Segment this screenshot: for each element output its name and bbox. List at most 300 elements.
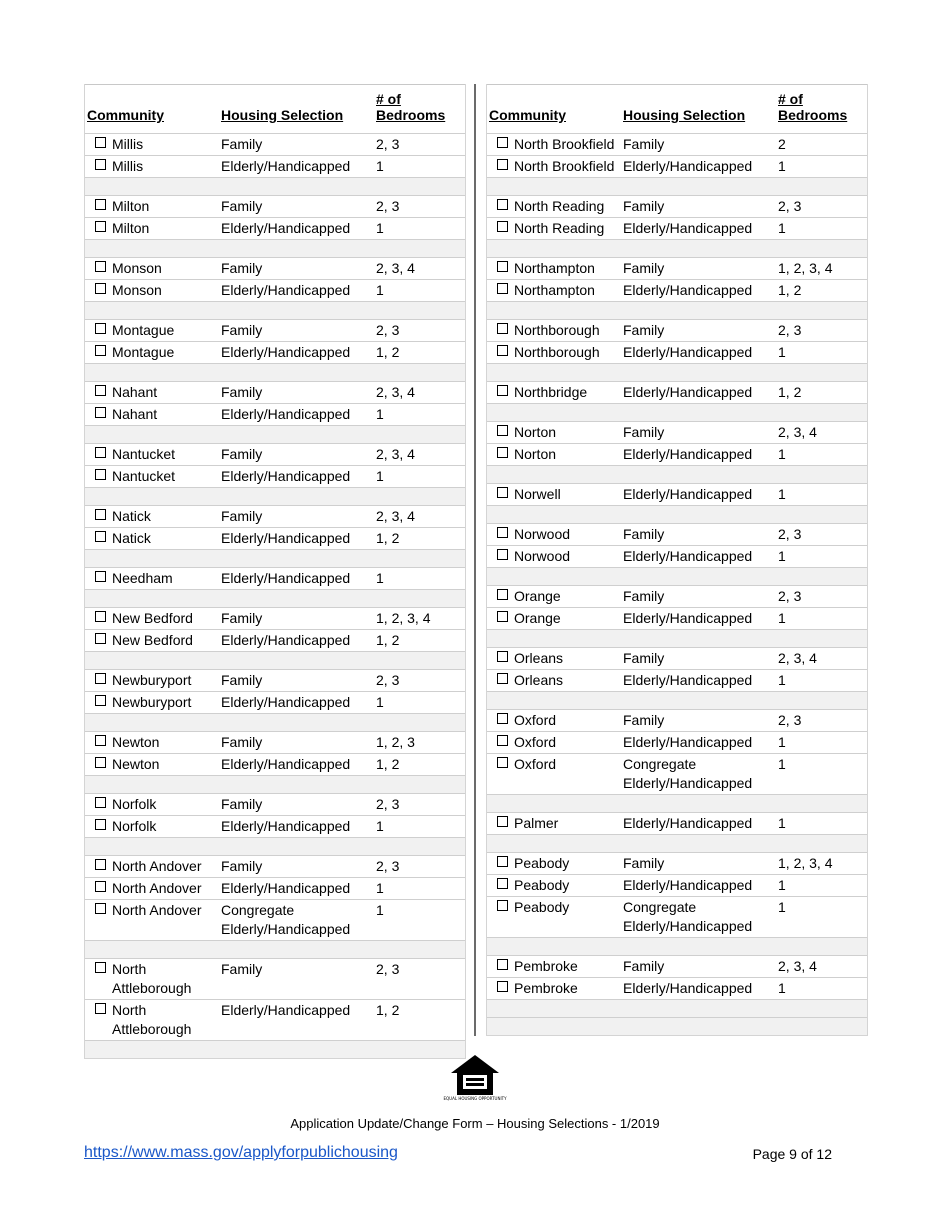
selection-checkbox[interactable]	[497, 757, 508, 768]
housing-selection-cell: Elderly/Handicapped	[621, 875, 776, 897]
community-name: Monson	[112, 260, 162, 276]
community-cell	[487, 156, 621, 178]
selection-checkbox[interactable]	[497, 549, 508, 560]
community-cell	[487, 978, 621, 1000]
table-row	[85, 466, 465, 488]
left-housing-table	[84, 84, 466, 1059]
spacer-row	[85, 652, 465, 670]
bedrooms-cell: 1	[374, 404, 465, 426]
selection-checkbox[interactable]	[497, 323, 508, 334]
table-row	[487, 978, 867, 1000]
table-row	[85, 692, 465, 714]
community-cell	[85, 320, 219, 342]
bedrooms-cell: 1, 2, 3, 4	[776, 258, 867, 280]
bedrooms-cell: 1	[374, 280, 465, 302]
community-cell	[487, 956, 621, 978]
community-name: Newburyport	[112, 672, 192, 688]
bedrooms-cell: 1	[776, 484, 867, 506]
housing-selection-cell: Elderly/Handicapped	[219, 1000, 374, 1041]
community-cell	[487, 280, 621, 302]
housing-selection-cell: Elderly/Handicapped	[621, 444, 776, 466]
selection-checkbox[interactable]	[95, 261, 106, 272]
spacer-row	[487, 364, 867, 382]
housing-selection-cell: Elderly/Handicapped	[219, 568, 374, 590]
community-name: Nantucket	[112, 468, 176, 484]
housing-selection-cell: Family	[621, 853, 776, 875]
bedrooms-cell: 1	[776, 978, 867, 1000]
selection-checkbox[interactable]	[497, 221, 508, 232]
bedrooms-cell: 2, 3	[776, 710, 867, 732]
table-row	[487, 732, 867, 754]
bedrooms-cell: 1	[374, 900, 465, 941]
bedrooms-cell: 1	[776, 342, 867, 364]
community-name: Needham	[112, 570, 173, 586]
housing-selection-cell: Elderly/Handicapped	[219, 630, 374, 652]
community-name: Peabody	[514, 877, 570, 893]
housing-selection-cell: Family	[219, 320, 374, 342]
community-cell	[85, 382, 219, 404]
selection-checkbox[interactable]	[497, 959, 508, 970]
bedrooms-cell: 1	[374, 466, 465, 488]
housing-selection-cell: Elderly/Handicapped	[219, 404, 374, 426]
community-name: Orleans	[514, 650, 564, 666]
bedrooms-cell: 2, 3	[374, 320, 465, 342]
community-cell	[487, 608, 621, 630]
bedrooms-cell: 1	[776, 732, 867, 754]
bedrooms-cell: 1	[776, 218, 867, 240]
selection-checkbox[interactable]	[95, 199, 106, 210]
spacer-row	[487, 404, 867, 422]
community-name: Natick	[112, 508, 151, 524]
housing-selection-cell: Elderly/Handicapped	[621, 813, 776, 835]
selection-checkbox[interactable]	[95, 962, 106, 973]
table-row	[85, 320, 465, 342]
table-row	[85, 382, 465, 404]
community-name: Monson	[112, 282, 162, 298]
bedrooms-cell: 1	[374, 816, 465, 838]
spacer-row	[85, 178, 465, 196]
table-row	[487, 156, 867, 178]
community-cell	[85, 466, 219, 488]
community-cell	[85, 218, 219, 240]
table-row	[487, 853, 867, 875]
community-cell	[85, 794, 219, 816]
community-cell	[85, 670, 219, 692]
spacer-row	[85, 302, 465, 320]
spacer-row	[487, 240, 867, 258]
table-row	[487, 586, 867, 608]
housing-selection-cell: Elderly/Handicapped	[621, 670, 776, 692]
community-name: Montague	[112, 322, 175, 338]
housing-selection-cell: Family	[219, 258, 374, 280]
selection-checkbox[interactable]	[497, 447, 508, 458]
table-row	[487, 956, 867, 978]
community-name: Northampton	[514, 282, 595, 298]
community-cell	[85, 732, 219, 754]
bedrooms-cell: 1, 2, 3, 4	[374, 608, 465, 630]
housing-selection-cell: Family	[219, 444, 374, 466]
selection-checkbox[interactable]	[497, 713, 508, 724]
selection-checkbox[interactable]	[497, 137, 508, 148]
selection-checkbox[interactable]	[95, 447, 106, 458]
selection-checkbox[interactable]	[95, 221, 106, 232]
housing-selection-cell: Elderly/Handicapped	[219, 878, 374, 900]
bedrooms-cell: 2, 3	[776, 320, 867, 342]
header-community: Community	[487, 85, 621, 134]
bedrooms-cell: 1, 2	[374, 754, 465, 776]
table-row	[487, 320, 867, 342]
header-community: Community	[85, 85, 219, 134]
community-name: North Andover	[112, 880, 202, 896]
community-cell	[487, 754, 621, 795]
selection-checkbox[interactable]	[95, 757, 106, 768]
bedrooms-cell: 2, 3	[374, 794, 465, 816]
community-name: North Andover	[112, 902, 202, 918]
selection-checkbox[interactable]	[497, 385, 508, 396]
community-name: Orleans	[514, 672, 564, 688]
bedrooms-cell: 2, 3, 4	[374, 506, 465, 528]
spacer-row	[85, 776, 465, 794]
community-cell	[85, 528, 219, 550]
community-name: Northbridge	[514, 384, 588, 400]
table-row	[487, 342, 867, 364]
community-name: Peabody	[514, 855, 570, 871]
housing-selection-cell: Elderly/Handicapped	[219, 342, 374, 364]
column-divider	[474, 84, 476, 1036]
bedrooms-cell: 1	[374, 692, 465, 714]
housing-selection-cell: Family	[219, 608, 374, 630]
community-cell	[487, 444, 621, 466]
housing-selection-cell: Congregate Elderly/Handicapped	[621, 897, 776, 938]
community-cell	[85, 444, 219, 466]
community-cell	[85, 608, 219, 630]
housing-selection-cell: Elderly/Handicapped	[621, 608, 776, 630]
table-row	[85, 444, 465, 466]
selection-checkbox[interactable]	[95, 903, 106, 914]
community-cell	[487, 382, 621, 404]
bedrooms-cell: 1, 2, 3, 4	[776, 853, 867, 875]
apply-link[interactable]: https://www.mass.gov/applyforpublichousing	[84, 1144, 398, 1161]
table-row	[85, 732, 465, 754]
table-row	[487, 710, 867, 732]
community-name: Nahant	[112, 384, 158, 400]
housing-selection-cell: Elderly/Handicapped	[621, 732, 776, 754]
community-cell	[487, 422, 621, 444]
selection-checkbox[interactable]	[95, 345, 106, 356]
community-name: Northampton	[514, 260, 595, 276]
selection-checkbox[interactable]	[95, 881, 106, 892]
spacer-row	[487, 1000, 867, 1018]
community-cell	[487, 670, 621, 692]
bedrooms-cell: 1	[776, 670, 867, 692]
community-cell	[85, 754, 219, 776]
community-name: Norwood	[514, 548, 571, 564]
housing-selection-cell: Family	[219, 196, 374, 218]
table-header-row	[85, 85, 465, 134]
community-name: Pembroke	[514, 958, 578, 974]
bedrooms-cell: 2, 3, 4	[374, 444, 465, 466]
selection-checkbox[interactable]	[497, 283, 508, 294]
housing-selection-cell: Congregate Elderly/Handicapped	[219, 900, 374, 941]
table-row	[85, 959, 465, 1000]
bedrooms-cell: 1, 2	[776, 382, 867, 404]
spacer-row	[487, 692, 867, 710]
community-name: North Brookfield	[514, 136, 615, 152]
selection-checkbox[interactable]	[95, 469, 106, 480]
spacer-row	[85, 426, 465, 444]
community-cell	[487, 853, 621, 875]
community-cell	[487, 710, 621, 732]
community-cell	[85, 630, 219, 652]
community-cell	[85, 156, 219, 178]
bedrooms-cell: 2, 3	[374, 959, 465, 1000]
housing-selection-cell: Elderly/Handicapped	[219, 218, 374, 240]
community-cell	[85, 692, 219, 714]
bedrooms-cell: 2, 3, 4	[776, 422, 867, 444]
bedrooms-cell: 1	[776, 444, 867, 466]
spacer-row	[85, 838, 465, 856]
community-cell	[85, 878, 219, 900]
community-cell	[85, 404, 219, 426]
community-cell	[85, 196, 219, 218]
form-title: Application Update/Change Form – Housing Selections - 1/2019	[290, 1116, 660, 1131]
selection-checkbox[interactable]	[497, 425, 508, 436]
header-housing-selection: Housing Selection	[621, 85, 776, 134]
table-row	[85, 794, 465, 816]
spacer-row	[487, 302, 867, 320]
community-name: Milton	[112, 198, 150, 214]
spacer-row	[487, 630, 867, 648]
community-cell	[85, 258, 219, 280]
table-row	[85, 630, 465, 652]
housing-selection-cell: Family	[621, 710, 776, 732]
selection-checkbox[interactable]	[95, 819, 106, 830]
community-cell	[85, 959, 219, 1000]
housing-selection-cell: Elderly/Handicapped	[219, 280, 374, 302]
selection-checkbox[interactable]	[497, 527, 508, 538]
community-cell	[487, 342, 621, 364]
table-row	[85, 816, 465, 838]
community-name: Millis	[112, 136, 144, 152]
selection-checkbox[interactable]	[95, 571, 106, 582]
table-row	[85, 1000, 465, 1041]
community-cell	[487, 134, 621, 156]
community-cell	[487, 320, 621, 342]
spacer-row	[85, 714, 465, 732]
table-row	[487, 670, 867, 692]
spacer-row	[487, 938, 867, 956]
table-row	[487, 422, 867, 444]
bedrooms-cell: 1	[776, 754, 867, 795]
selection-checkbox[interactable]	[95, 633, 106, 644]
table-row	[85, 670, 465, 692]
community-name: Newton	[112, 756, 160, 772]
selection-checkbox[interactable]	[95, 137, 106, 148]
housing-selection-cell: Family	[219, 506, 374, 528]
bedrooms-cell: 2, 3, 4	[374, 382, 465, 404]
selection-checkbox[interactable]	[497, 487, 508, 498]
selection-checkbox[interactable]	[497, 735, 508, 746]
community-cell	[487, 586, 621, 608]
community-name: Palmer	[514, 815, 559, 831]
table-row	[85, 258, 465, 280]
spacer-row	[85, 941, 465, 959]
table-row	[85, 196, 465, 218]
bedrooms-cell: 1, 2	[374, 528, 465, 550]
community-name: Nantucket	[112, 446, 176, 462]
housing-selection-cell: Family	[621, 320, 776, 342]
selection-checkbox[interactable]	[497, 673, 508, 684]
community-name: Newton	[112, 734, 160, 750]
table-row	[85, 404, 465, 426]
table-row	[85, 134, 465, 156]
selection-checkbox[interactable]	[95, 695, 106, 706]
selection-checkbox[interactable]	[497, 611, 508, 622]
selection-checkbox[interactable]	[497, 856, 508, 867]
selection-checkbox[interactable]	[497, 816, 508, 827]
table-row	[487, 484, 867, 506]
community-name: Norwell	[514, 486, 561, 502]
table-row	[487, 258, 867, 280]
selection-checkbox[interactable]	[95, 407, 106, 418]
table-row	[85, 280, 465, 302]
community-cell	[85, 856, 219, 878]
community-cell	[85, 342, 219, 364]
table-row	[85, 156, 465, 178]
community-name: Norton	[514, 424, 557, 440]
table-row	[487, 608, 867, 630]
page-number: Page 9 of 12	[752, 1146, 832, 1162]
community-name: Peabody	[514, 899, 570, 915]
selection-checkbox[interactable]	[497, 159, 508, 170]
housing-selection-cell: Elderly/Handicapped	[219, 528, 374, 550]
community-name: Millis	[112, 158, 144, 174]
bedrooms-cell: 2, 3, 4	[374, 258, 465, 280]
housing-selection-cell: Family	[219, 134, 374, 156]
spacer-row	[487, 795, 867, 813]
selection-checkbox[interactable]	[95, 611, 106, 622]
housing-selection-cell: Elderly/Handicapped	[621, 978, 776, 1000]
community-cell	[487, 484, 621, 506]
selection-checkbox[interactable]	[95, 385, 106, 396]
community-cell	[85, 506, 219, 528]
header-housing-selection: Housing Selection	[219, 85, 374, 134]
selection-checkbox[interactable]	[497, 199, 508, 210]
community-name: Pembroke	[514, 980, 578, 996]
community-cell	[487, 524, 621, 546]
community-name: Oxford	[514, 756, 557, 772]
selection-checkbox[interactable]	[95, 735, 106, 746]
community-name: Milton	[112, 220, 150, 236]
housing-selection-cell: Family	[621, 134, 776, 156]
community-name: Natick	[112, 530, 151, 546]
spacer-row	[487, 178, 867, 196]
bedrooms-cell: 1	[776, 608, 867, 630]
housing-selection-cell: Family	[621, 422, 776, 444]
community-name: Montague	[112, 344, 175, 360]
bedrooms-cell: 2, 3	[374, 134, 465, 156]
table-row	[85, 608, 465, 630]
selection-checkbox[interactable]	[95, 859, 106, 870]
housing-selection-cell: Family	[621, 956, 776, 978]
community-cell	[487, 196, 621, 218]
table-row	[85, 754, 465, 776]
equal-housing-opportunity-logo	[443, 1053, 507, 1107]
community-cell	[487, 546, 621, 568]
table-row	[487, 897, 867, 938]
housing-selection-cell: Elderly/Handicapped	[219, 692, 374, 714]
selection-checkbox[interactable]	[497, 981, 508, 992]
housing-selection-cell: Family	[219, 382, 374, 404]
selection-checkbox[interactable]	[95, 1003, 106, 1014]
selection-checkbox[interactable]	[95, 509, 106, 520]
community-cell	[487, 218, 621, 240]
selection-checkbox[interactable]	[497, 345, 508, 356]
housing-selection-cell: Elderly/Handicapped	[621, 342, 776, 364]
selection-checkbox[interactable]	[497, 878, 508, 889]
table-row	[85, 878, 465, 900]
bedrooms-cell: 1	[374, 568, 465, 590]
bedrooms-cell: 1, 2	[374, 342, 465, 364]
housing-selection-cell: Family	[621, 648, 776, 670]
table-row	[487, 875, 867, 897]
community-name: Norwood	[514, 526, 571, 542]
housing-selection-cell: Family	[621, 524, 776, 546]
community-name: New Bedford	[112, 610, 193, 626]
table-row	[85, 506, 465, 528]
community-cell	[85, 816, 219, 838]
bedrooms-cell: 2, 3, 4	[776, 956, 867, 978]
selection-checkbox[interactable]	[497, 589, 508, 600]
selection-checkbox[interactable]	[95, 159, 106, 170]
community-cell	[487, 897, 621, 938]
housing-selection-cell: Family	[219, 959, 374, 1000]
housing-selection-cell: Elderly/Handicapped	[621, 484, 776, 506]
selection-checkbox[interactable]	[95, 797, 106, 808]
community-name: New Bedford	[112, 632, 193, 648]
housing-selection-cell: Family	[621, 586, 776, 608]
housing-selection-cell: Elderly/Handicapped	[219, 754, 374, 776]
spacer-row	[85, 1041, 465, 1059]
housing-selection-cell: Elderly/Handicapped	[621, 382, 776, 404]
community-name: Orange	[514, 588, 561, 604]
selection-checkbox[interactable]	[95, 283, 106, 294]
community-cell	[487, 875, 621, 897]
selection-checkbox[interactable]	[95, 673, 106, 684]
bedrooms-cell: 2, 3	[776, 586, 867, 608]
housing-selection-cell: Elderly/Handicapped	[621, 280, 776, 302]
selection-checkbox[interactable]	[95, 323, 106, 334]
selection-checkbox[interactable]	[95, 531, 106, 542]
community-name: Newburyport	[112, 694, 192, 710]
community-cell	[487, 648, 621, 670]
table-row	[487, 754, 867, 795]
right-housing-table	[486, 84, 868, 1036]
housing-selection-cell: Congregate Elderly/Handicapped	[621, 754, 776, 795]
table-row	[487, 648, 867, 670]
selection-checkbox[interactable]	[497, 261, 508, 272]
community-name: North Reading	[514, 220, 605, 236]
table-row	[487, 444, 867, 466]
selection-checkbox[interactable]	[497, 651, 508, 662]
community-name: Northborough	[514, 322, 600, 338]
table-row	[487, 134, 867, 156]
bedrooms-cell: 2, 3, 4	[776, 648, 867, 670]
bedrooms-cell: 1	[374, 878, 465, 900]
selection-checkbox[interactable]	[497, 900, 508, 911]
spacer-row	[85, 240, 465, 258]
table-row	[487, 813, 867, 835]
